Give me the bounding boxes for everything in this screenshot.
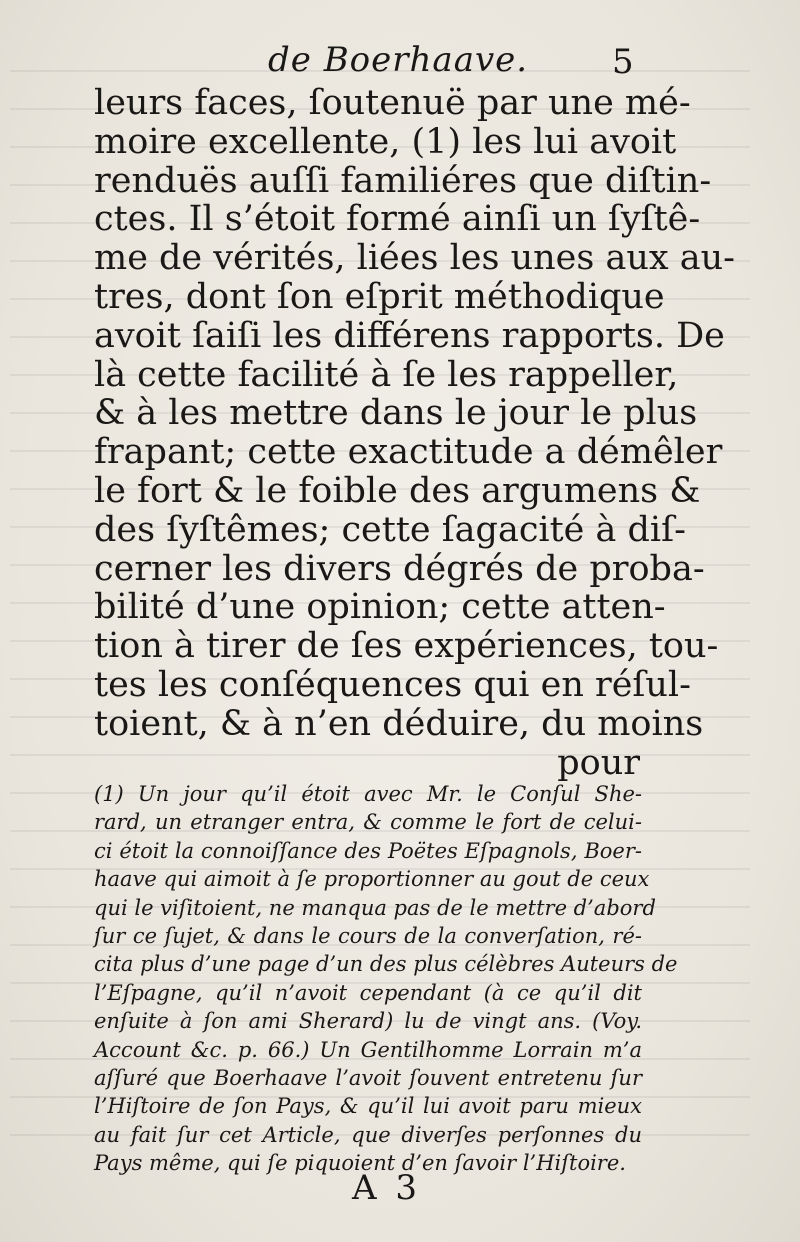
footnote-line: rard, un etranger entra, & comme le fort de celui- (94, 810, 642, 835)
running-title: de Boerhaave. (268, 40, 529, 80)
footnote-line: aſſuré que Boerhaave l’avoit ſouvent entretenu ſur (94, 1065, 642, 1090)
text-line: toient, & à n’en déduire, du moins (94, 703, 704, 744)
text-line: avoit ſaiſi les différens rapports. De (94, 315, 725, 356)
text-line: tion à tirer de ſes expériences, tou- (94, 626, 719, 667)
footnote-line: l’Eſpagne, qu’il n’avoit cependant (à ce qu’il dit (94, 980, 642, 1005)
footnote (94, 780, 678, 1177)
text-line: leurs faces, ſoutenuë par une mé- (94, 83, 691, 123)
main-text (94, 83, 735, 783)
catchword: pour (557, 742, 640, 783)
footnote-line: ſur ce ſujet, & dans le cours de la converſation, ré- (94, 923, 642, 948)
footnote-separator (96, 772, 636, 773)
text-line: renduës auſſi familiéres que diſtin- (94, 160, 712, 201)
text-line: cerner les divers dégrés de proba- (94, 548, 705, 589)
text-line: là cette facilité à ſe les rappeller, (94, 354, 679, 395)
text-line: ctes. Il s’étoit formé ainſi un ſyſtê- (94, 199, 701, 240)
footnote-line: ci étoit la connoiſſance des Poëtes Eſpagnols, Boer- (94, 838, 642, 863)
text-line: moire excellente, (1) les lui avoit (94, 121, 677, 162)
text-line: frapant; cette exactitude a démêler (94, 432, 723, 473)
footnote-line: cita plus d’une page d’un des plus célèbres Auteurs de (94, 952, 678, 977)
text-line: bilité d’une opinion; cette atten- (94, 587, 666, 628)
page-number: 5 (612, 42, 634, 82)
text-line: tres, dont ſon eſprit méthodique (94, 276, 665, 317)
text-line: tes les conſéquences qui en réſul- (94, 664, 691, 705)
text-line: me de vérités, liées les unes aux au- (94, 238, 735, 279)
running-head (0, 38, 800, 88)
text-line: & à les mettre dans le jour le plus (94, 393, 698, 434)
footnote-line: au fait ſur cet Article, que diverſes perſonnes du (94, 1122, 642, 1147)
text-line: des ſyſtêmes; cette ſagacité à diſ- (94, 509, 686, 550)
footnote-line: qui le viſitoient, ne manqua pas de le mettre d’abord (94, 895, 656, 920)
footnote-line: haave qui aimoit à ſe proportionner au gout de ceux (94, 867, 650, 892)
footnote-line: Account &c. p. 66.) Un Gentilhomme Lorrain m’a (94, 1037, 642, 1062)
text-line: le fort & le foible des argumens & (94, 470, 701, 511)
footnote-line: enſuite à ſon ami Sherard) lu de vingt ans. (Voy. (94, 1009, 642, 1034)
footnote-line: Pays même, qui ſe piquoient d’en ſavoir l’Hiſtoire. (94, 1151, 626, 1176)
footnote-line: (1) Un jour qu’il étoit avec Mr. le Conſul She- (94, 782, 642, 806)
footnote-line: l’Hiſtoire de ſon Pays, & qu’il lui avoit paru mieux (94, 1094, 642, 1119)
signature-mark: A 3 (352, 1168, 421, 1208)
